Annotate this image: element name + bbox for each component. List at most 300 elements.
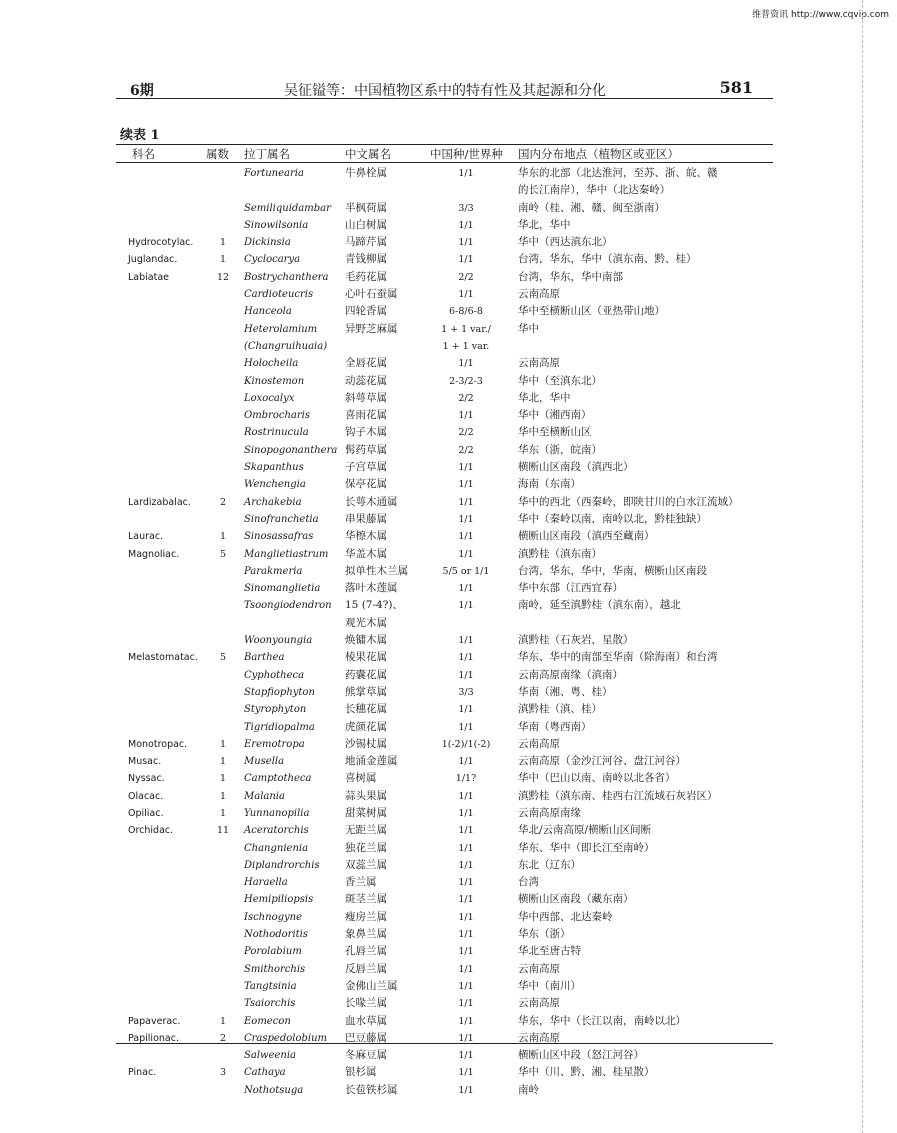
table-row [0,649,897,666]
family-cell: Hydrocotylac. [128,237,194,249]
ratio-cell: 1/1 [458,1032,474,1044]
table-row [0,355,897,372]
latin-name-cell: Kinostemon [244,375,305,387]
distribution-cell: 横断山区南段（滇西至藏南） [518,530,655,543]
col-header-distribution: 国内分布地点（植物区或亚区） [518,147,679,161]
chinese-name-cell: 蒜头果属 [345,789,387,802]
chinese-name-cell: 全唇花属 [345,357,387,370]
table-row [0,1013,897,1030]
latin-name-cell: Heterolamium [244,323,318,335]
ratio-cell: 1/1 [458,877,474,889]
distribution-cell: 滇黔桂（滇、桂） [518,703,602,716]
table-header-rule [116,162,773,163]
distribution-cell: 华北，华中 [518,391,571,404]
table-row [0,1082,897,1099]
table-caption: 续表 1 [120,128,160,143]
chinese-name-cell: 青钱柳属 [345,253,387,266]
chinese-name-cell: 华盖木属 [345,547,387,560]
table-row [0,580,897,597]
ratio-cell: 1/1 [458,168,474,179]
distribution-cell: 云南高原 [518,288,560,301]
table-row [0,736,897,753]
ratio-cell: 1/1 [458,1015,474,1027]
col-header-family: 科名 [132,147,155,161]
latin-name-cell: Cyclocarya [244,254,301,266]
ratio-cell: 1/1? [455,773,477,785]
ratio-cell: 1/1 [458,911,474,923]
table-row [0,390,897,407]
chinese-name-cell: 观光木属 [345,616,387,629]
distribution-cell: 台湾，华东，华中（滇东南、黔、桂） [518,253,697,266]
chinese-name-cell: 落叶木莲属 [345,582,398,595]
table-row [0,528,897,545]
ratio-cell: 1/1 [458,859,474,871]
latin-name-cell: Hemipiliopsis [244,894,314,906]
table-row [0,788,897,805]
count-cell: 1 [219,1015,227,1027]
distribution-cell: 云南高原 [518,1031,560,1044]
distribution-cell: 华北/云南高原/横断山区间断 [518,824,652,837]
chinese-name-cell: 串果藤属 [345,512,387,525]
distribution-cell: 滇黔桂（石灰岩，星散） [518,634,634,647]
ratio-cell: 1/1 [458,635,474,647]
ratio-cell: 1/1 [458,254,474,266]
latin-name-cell: Salweenia [244,1050,297,1062]
table-row [0,200,897,217]
family-cell: Magnoliac. [128,548,180,560]
family-cell: Olacac. [128,790,164,802]
latin-name-cell: Eremotropa [244,738,305,750]
ratio-cell: 1/1 [458,410,474,422]
distribution-cell: 台湾，华东，华中南部 [518,270,623,283]
distribution-cell: 华东、华中的南部至华南（除海南）和台湾 [518,651,718,664]
count-cell: 1 [219,807,227,819]
family-cell: Musac. [128,756,162,768]
latin-name-cell: Woonyoungia [244,635,313,647]
distribution-cell: 华中西部、北达秦岭 [518,910,613,923]
ratio-cell: 1/1 [458,652,474,664]
table-row [0,321,897,338]
latin-name-cell: Manglietiastrum [244,548,329,560]
count-cell: 5 [219,548,227,560]
latin-name-cell: Barthea [244,652,285,664]
latin-name-cell: Ombrocharis [244,410,310,422]
chinese-name-cell: 拟单性木兰属 [345,564,408,577]
distribution-cell: 华南（湘、粤、桂） [518,685,613,698]
chinese-name-cell: 巴豆藤属 [345,1031,387,1044]
distribution-cell: 华北至唐古特 [518,945,581,958]
distribution-cell: 云南高原 [518,997,560,1010]
distribution-cell: 华中（川、黔、湘、桂星散） [518,1066,655,1079]
distribution-cell: 华北，华中 [518,218,571,231]
chinese-name-cell: 银杉属 [345,1066,377,1079]
latin-name-cell: Semiliquidambar [244,202,331,214]
table-row [0,874,897,891]
issue-number: 6期 [130,83,154,99]
chinese-name-cell: 15 (7-4?)、 [345,599,403,612]
table-row [0,269,897,286]
chinese-name-cell: 子宫草属 [345,461,387,474]
latin-name-cell: Sinopogonanthera [244,444,338,456]
count-cell: 1 [219,237,227,249]
distribution-cell: 云南高原 [518,737,560,750]
chinese-name-cell: 孔唇兰属 [345,945,387,958]
latin-name-cell: Parakmeria [244,565,303,577]
chinese-name-cell: 长萼木通属 [345,495,398,508]
table-row [0,667,897,684]
chinese-name-cell: 髯药草属 [345,443,387,456]
distribution-cell: 华中（湘西南） [518,409,592,422]
ratio-cell: 1/1 [458,963,474,975]
chinese-name-cell: 双蕊兰属 [345,858,387,871]
table-row [0,546,897,563]
ratio-cell: 1/1 [458,496,474,508]
distribution-cell: 南岭（桂、湘、赣、闽至浙南） [518,201,665,214]
ratio-cell: 1/1 [458,1050,474,1062]
distribution-cell: 的长江南岸），华中（北达秦岭） [518,184,671,197]
chinese-name-cell: 半枫荷属 [345,201,387,214]
table-row [0,424,897,441]
ratio-cell: 1/1 [458,219,474,231]
distribution-cell: 华中东部（江西宜春） [518,582,623,595]
ratio-cell: 1/1 [458,548,474,560]
table-row [0,373,897,390]
table-row [0,684,897,701]
latin-name-cell: Archakebia [244,496,302,508]
ratio-cell: 1/1 [458,807,474,819]
latin-name-cell: Cardioteucris [244,289,314,301]
distribution-cell: 华中至横断山区 [518,426,592,439]
chinese-name-cell: 甜菜树属 [345,806,387,819]
latin-name-cell: Tangtsinia [244,980,297,992]
latin-name-cell: Holocheila [244,358,299,370]
latin-name-cell: Sinosassafras [244,531,314,543]
table-body [0,165,897,1099]
table-row [0,926,897,943]
table-row [0,407,897,424]
ratio-cell: 1 + 1 var./ [441,323,491,335]
running-title: 吴征镒等：中国植物区系中的特有性及其起源和分化 [284,83,606,99]
family-cell: Nyssac. [128,773,165,785]
ratio-cell: 1(-2)/1(-2) [441,738,491,750]
ratio-cell: 5/5 or 1/1 [442,565,490,577]
ratio-cell: 1/1 [458,479,474,491]
ratio-cell: 3/3 [458,202,474,214]
table-row [0,891,897,908]
distribution-cell: 南岭 [518,1083,539,1096]
ratio-cell: 3/3 [458,686,474,698]
latin-name-cell: Tigridiopalma [244,721,315,733]
chinese-name-cell: 长穗花属 [345,703,387,716]
distribution-cell: 华中（南川） [518,979,581,992]
table-row [0,303,897,320]
count-cell: 12 [217,271,230,283]
latin-name-cell: Hanceola [244,306,292,318]
ratio-cell: 1/1 [458,358,474,370]
count-cell: 1 [219,790,227,802]
count-cell: 2 [219,496,227,508]
chinese-name-cell: 华檫木属 [345,530,387,543]
count-cell: 1 [219,756,227,768]
table-row [0,961,897,978]
distribution-cell: 华中（至滇东北） [518,374,602,387]
table-row [0,1064,897,1081]
page-number: 581 [719,78,753,97]
table-row [0,563,897,580]
chinese-name-cell: 瘦房兰属 [345,910,387,923]
table-row [0,840,897,857]
chinese-name-cell: 动蕊花属 [345,374,387,387]
distribution-cell: 华东，华中（长江以南，南岭以北） [518,1014,686,1027]
family-cell: Papaverac. [128,1015,181,1027]
chinese-name-cell: 马蹄芹属 [345,236,387,249]
family-cell: Orchidac. [128,825,174,837]
latin-name-cell: Fortunearia [244,168,304,179]
latin-name-cell: Sinomanglietia [244,583,321,595]
distribution-cell: 云南高原 [518,357,560,370]
distribution-cell: 南岭，延至滇黔桂（滇东南），越北 [518,599,681,612]
latin-name-cell: Eomecon [244,1015,291,1027]
table-row [0,753,897,770]
chinese-name-cell: 山白树属 [345,218,387,231]
family-cell: Pinac. [128,1067,157,1079]
table-row [0,615,897,632]
ratio-cell: 1/1 [458,237,474,249]
chinese-name-cell: 焕镛木属 [345,634,387,647]
table-row [0,494,897,511]
chinese-name-cell: 喜雨花属 [345,409,387,422]
ratio-cell: 1/1 [458,825,474,837]
chinese-name-cell: 熊掌草属 [345,685,387,698]
ratio-cell: 1 + 1 var. [442,340,490,352]
latin-name-cell: Smithorchis [244,963,306,975]
watermark-text: 维普资讯 http://www.cqvip.com [752,10,889,20]
latin-name-cell: Skapanthus [244,462,304,474]
chinese-name-cell: 心叶石蚕属 [345,288,398,301]
ratio-cell: 1/1 [458,462,474,474]
latin-name-cell: Nothotsuga [244,1084,304,1096]
ratio-cell: 1/1 [458,600,474,612]
table-row [0,822,897,839]
ratio-cell: 1/1 [458,583,474,595]
table-row [0,995,897,1012]
ratio-cell: 2/2 [458,427,474,439]
distribution-cell: 台湾 [518,876,539,889]
distribution-cell: 海南（东南） [518,478,581,491]
col-header-latin: 拉丁属名 [244,147,290,161]
table-row [0,770,897,787]
latin-name-cell: Changnienia [244,842,309,854]
table-row [0,511,897,528]
ratio-cell: 1/1 [458,790,474,802]
chinese-name-cell: 香兰属 [345,876,377,889]
latin-name-cell: Loxocalyx [244,392,295,404]
chinese-name-cell: 无距兰属 [345,824,387,837]
ratio-cell: 1/1 [458,980,474,992]
count-cell: 11 [217,825,230,837]
table-row [0,286,897,303]
distribution-cell: 横断山区南段（藏东南） [518,893,634,906]
chinese-name-cell: 喜树属 [345,772,377,785]
distribution-cell: 云南高原（金沙江河谷、盘江河谷） [518,755,686,768]
chinese-name-cell: 虎颜花属 [345,720,387,733]
family-cell: Opiliac. [128,807,164,819]
latin-name-cell: Malania [244,790,285,802]
latin-name-cell: Sinowilsonia [244,219,309,231]
chinese-name-cell: 冬麻豆属 [345,1049,387,1062]
latin-name-cell: Haraella [244,877,288,889]
latin-name-cell: Diplandrorchis [244,859,320,871]
table-row [0,805,897,822]
table-row [0,701,897,718]
distribution-cell: 华中（巴山以南、南岭以北各省） [518,772,676,785]
table-row [0,943,897,960]
count-cell: 2 [219,1032,227,1044]
latin-name-cell: Camptotheca [244,773,312,785]
latin-name-cell: Porolabium [244,946,302,958]
distribution-cell: 滇黔桂（滇东南、桂西右江流域石灰岩区） [518,789,718,802]
latin-name-cell: Stapfiophyton [244,686,315,698]
latin-name-cell: Cathaya [244,1067,286,1079]
chinese-name-cell: 四轮香属 [345,305,387,318]
chinese-name-cell: 象鼻兰属 [345,928,387,941]
chinese-name-cell: 异野芝麻属 [345,322,398,335]
ratio-cell: 1/1 [458,998,474,1010]
chinese-name-cell: 金佛山兰属 [345,979,398,992]
latin-name-cell: Bostrychanthera [244,271,329,283]
count-cell: 5 [219,652,227,664]
ratio-cell: 1/1 [458,531,474,543]
family-cell: Lardizabalac. [128,496,191,508]
table-row [0,338,897,355]
family-cell: Papilionac. [128,1032,179,1044]
distribution-cell: 云南高原南缘 [518,806,581,819]
ratio-cell: 1/1 [458,721,474,733]
ratio-cell: 1/1 [458,1084,474,1096]
distribution-cell: 东北（辽东） [518,858,581,871]
latin-name-cell: Nothodoritis [244,929,308,941]
chinese-name-cell: 药囊花属 [345,668,387,681]
table-row [0,597,897,614]
table-row [0,459,897,476]
table-row [0,909,897,926]
ratio-cell: 1/1 [458,704,474,716]
latin-name-cell: Tsoongiodendron [244,600,332,612]
count-cell: 3 [219,1067,227,1079]
col-header-ratio: 中国种/世界种 [430,147,503,161]
chinese-name-cell: 长苞铁杉属 [345,1083,398,1096]
distribution-cell: 华东（浙，皖南） [518,443,602,456]
count-cell: 1 [219,531,227,543]
family-cell: Melastomatac. [128,652,198,664]
count-cell: 1 [219,773,227,785]
chinese-name-cell: 独花兰属 [345,841,387,854]
distribution-cell: 台湾，华东，华中，华南，横断山区南段 [518,564,707,577]
latin-name-cell: Ischnogyne [244,911,302,923]
distribution-cell: 华东（浙） [518,928,571,941]
chinese-name-cell: 斑茎兰属 [345,893,387,906]
table-bottom-rule [116,1043,773,1044]
latin-name-cell: Tsaiorchis [244,998,296,1010]
table-top-rule [116,144,773,145]
ratio-cell: 1/1 [458,756,474,768]
ratio-cell: 1/1 [458,669,474,681]
chinese-name-cell: 毛药花属 [345,270,387,283]
chinese-name-cell: 棱果花属 [345,651,387,664]
latin-name-cell: Aceratorchis [244,825,309,837]
family-cell: Labiatae [128,271,169,283]
chinese-name-cell: 牛鼻栓属 [345,167,387,179]
distribution-cell: 华东、华中（即长江至南岭） [518,841,655,854]
table-row [0,234,897,251]
table-row [0,632,897,649]
distribution-cell: 滇黔桂（滇东南） [518,547,602,560]
distribution-cell: 华中（西达滇东北） [518,236,613,249]
chinese-name-cell: 长喙兰属 [345,997,387,1010]
chinese-name-cell: 血水草属 [345,1014,387,1027]
table-row [0,251,897,268]
distribution-cell: 横断山区南段（滇西北） [518,461,634,474]
chinese-name-cell: 沙锡杖属 [345,737,387,750]
col-header-count: 属数 [206,147,229,161]
chinese-name-cell: 反唇兰属 [345,962,387,975]
latin-name-cell: (Changruihuaia) [244,340,328,352]
ratio-cell: 1/1 [458,289,474,301]
ratio-cell: 6-8/6-8 [449,306,483,318]
count-cell: 1 [219,254,227,266]
distribution-cell: 云南高原南缘（滇南） [518,668,623,681]
chinese-name-cell: 斜萼草属 [345,391,387,404]
distribution-cell: 横断山区中段（怒江河谷） [518,1049,644,1062]
table-row [0,182,897,199]
ratio-cell: 1/1 [458,513,474,525]
distribution-cell: 华中至横断山区（亚热带山地） [518,305,665,318]
table-row [0,165,897,182]
table-row [0,476,897,493]
latin-name-cell: Cyphotheca [244,669,305,681]
chinese-name-cell: 地涌金莲属 [345,755,398,768]
latin-name-cell: Styrophyton [244,704,307,716]
chinese-name-cell: 保亭花属 [345,478,387,491]
family-cell: Juglandac. [128,254,178,266]
distribution-cell: 华中的西北（西秦岭，即陕甘川的白水江流域） [518,495,739,508]
distribution-cell: 华南（粤西南） [518,720,592,733]
ratio-cell: 1/1 [458,894,474,906]
distribution-cell: 华中 [518,322,539,335]
table-row [0,1030,897,1047]
distribution-cell: 华东的北部（北达淮河，至苏、浙、皖、赣 [518,167,718,179]
family-cell: Laurac. [128,531,164,543]
distribution-cell: 云南高原 [518,962,560,975]
latin-name-cell: Craspedolobium [244,1032,328,1044]
chinese-name-cell: 钩子木属 [345,426,387,439]
latin-name-cell: Musella [244,756,285,768]
table-row [0,1047,897,1064]
ratio-cell: 1/1 [458,946,474,958]
latin-name-cell: Sinofranchetia [244,513,319,525]
latin-name-cell: Rostrinucula [244,427,309,439]
table-row [0,217,897,234]
table-row [0,719,897,736]
ratio-cell: 1/1 [458,929,474,941]
col-header-chinese: 中文属名 [345,147,391,161]
ratio-cell: 2-3/2-3 [449,375,483,387]
table-row [0,442,897,459]
ratio-cell: 1/1 [458,842,474,854]
table-row [0,857,897,874]
ratio-cell: 2/2 [458,392,474,404]
ratio-cell: 2/2 [458,271,474,283]
